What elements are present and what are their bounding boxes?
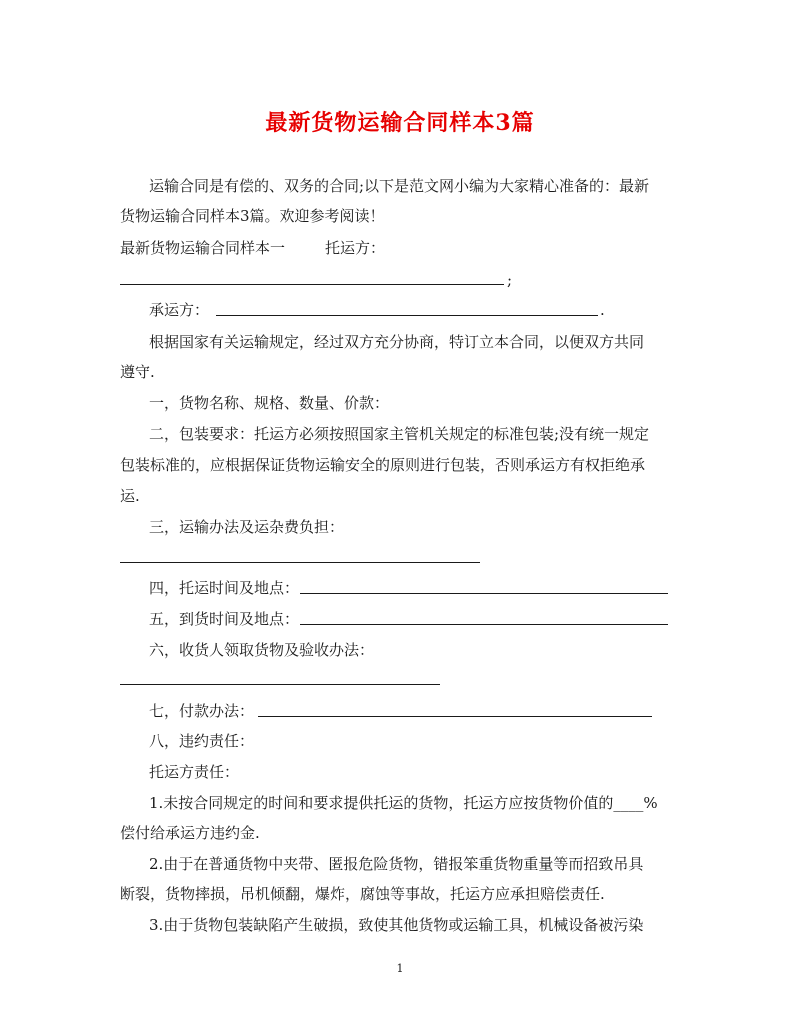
carrier-label: 承运方： bbox=[149, 301, 210, 319]
clause-1-line-2: 偿付给承运方违约金. bbox=[120, 824, 260, 842]
carrier-blank bbox=[216, 315, 598, 316]
item-3-blank bbox=[120, 562, 480, 563]
shipper-label: 托运方： bbox=[325, 239, 386, 257]
intro-line-2: 货物运输合同样本3篇。欢迎参考阅读！ bbox=[120, 207, 385, 225]
clause-2-line-2: 断裂，货物摔损，吊机倾翻，爆炸，腐蚀等事故，托运方应承担赔偿责任. bbox=[120, 885, 605, 903]
item-7-blank bbox=[258, 716, 652, 717]
item-4: 四，托运时间及地点： bbox=[149, 579, 300, 597]
sample1-heading: 最新货物运输合同样本一 bbox=[120, 239, 286, 257]
item-6: 六，收货人领取货物及验收办法： bbox=[149, 641, 375, 659]
item-5: 五，到货时间及地点： bbox=[149, 610, 300, 628]
item-2-line-3: 运. bbox=[120, 487, 140, 505]
page-number: 1 bbox=[396, 962, 404, 975]
clause-3-line-1: 3.由于货物包装缺陷产生破损，致使其他货物或运输工具，机械设备被污染 bbox=[149, 916, 644, 934]
basis-line-1: 根据国家有关运输规定，经过双方充分协商，特订立本合同，以便双方共同 bbox=[149, 333, 645, 351]
basis-line-2: 遵守. bbox=[120, 363, 155, 381]
shipper-blank bbox=[120, 284, 504, 285]
item-1: 一，货物名称、规格、数量、价款： bbox=[149, 394, 390, 412]
document-title: 最新货物运输合同样本3篇 bbox=[265, 110, 535, 136]
item-6-blank bbox=[120, 684, 440, 685]
clause-2-line-1: 2.由于在普通货物中夹带、匿报危险货物，错报笨重货物重量等而招致吊具 bbox=[149, 855, 644, 873]
carrier-end: . bbox=[600, 301, 605, 319]
shipper-end: ; bbox=[507, 271, 513, 289]
item-2-line-1: 二，包装要求：托运方必须按照国家主管机关规定的标准包装;没有统一规定 bbox=[149, 425, 650, 443]
item-8: 八，违约责任： bbox=[149, 732, 255, 750]
item-2-line-2: 包装标准的，应根据保证货物运输安全的原则进行包装，否则承运方有权拒绝承 bbox=[120, 456, 646, 474]
item-7: 七，付款办法： bbox=[149, 702, 255, 720]
intro-line-1: 运输合同是有偿的、双务的合同;以下是范文网小编为大家精心准备的：最新 bbox=[149, 177, 650, 195]
item-5-blank bbox=[300, 624, 668, 625]
item-3: 三，运输办法及运杂费负担： bbox=[149, 518, 345, 536]
item-4-blank bbox=[300, 593, 668, 594]
shipper-liability: 托运方责任： bbox=[149, 763, 240, 781]
clause-1-line-1: 1.未按合同规定的时间和要求提供托运的货物，托运方应按货物价值的____% bbox=[149, 794, 658, 812]
